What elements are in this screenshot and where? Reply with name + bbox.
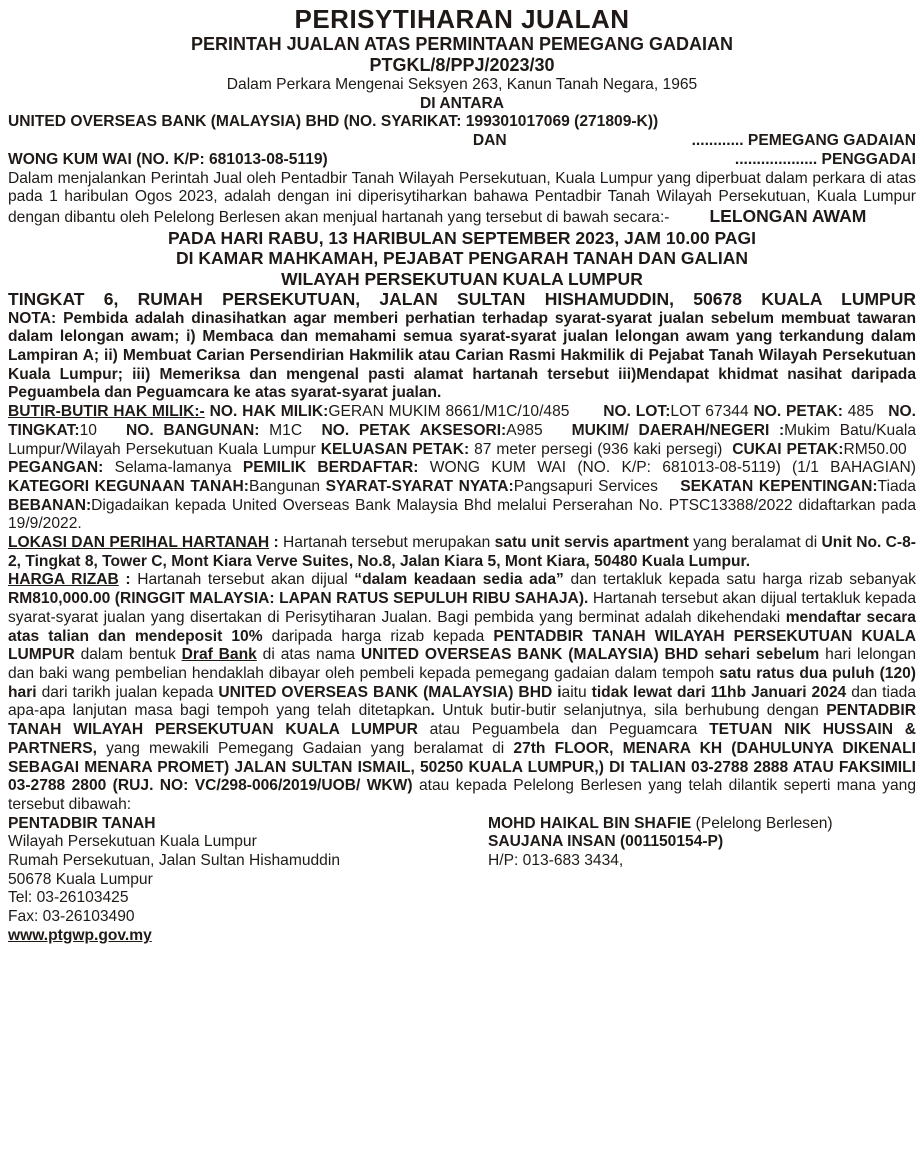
auctioneer-role: (Pelelong Berlesen) [691, 814, 833, 832]
intro-paragraph: Dalam menjalankan Perintah Jual oleh Pentadbir Tanah Wilayah Persekutuan, Kuala Lumpur yang diperbuat dalam perkara di atas pada 1 haribulan Ogos 2023, adalah dengan ini diperisytiharkan bahawa Pentadbir Tanah Wilayah Persekutuan, Kuala Lumpur dengan dibantu oleh Pelelong Berlesen akan menjual hartanah yang tersebut di bawah secara:- LELONGAN AWAM [8, 169, 916, 226]
between-label: DI ANTARA [419, 94, 505, 112]
reference-number: PTGKL/8/PPJ/2023/30 [369, 55, 555, 75]
matter-line: Dalam Perkara Mengenai Seksyen 263, Kanun Tanah Negara, 1965 [226, 76, 698, 93]
chargor-role: ................... PENGGADAI [734, 150, 916, 168]
chargee-row [8, 132, 916, 151]
contact-footer [8, 815, 916, 946]
auctioneer-contact [488, 815, 916, 946]
property-location: LOKASI DAN PERIHAL HARTANAH : Hartanah tersebut merupakan satu unit servis apartment yang beralamat di Unit No. C-8-2, Tingkat 8, Tower C, Mont Kiara Verve Suites, No.8, Jalan Kiara 5, Mont Kiara, 50480 Kuala Lumpur. [8, 534, 916, 570]
land-administrator-name: PENTADBIR TANAH [8, 814, 156, 832]
fax: Fax: 03-26103490 [8, 908, 135, 926]
chargee-role: ............ PEMEGANG GADAIAN [691, 132, 916, 150]
notice-title: PERISYTIHARAN JUALAN [294, 4, 630, 34]
chargor-row [8, 151, 916, 170]
auctioneer-phone: H/P: 013-683 3434, [488, 852, 624, 870]
auction-type: LELONGAN AWAM [709, 205, 867, 226]
notice [8, 4, 916, 946]
auctioneer-company: SAUJANA INSAN (001150154-P) [488, 833, 724, 851]
bidder-note: NOTA: Pembida adalah dinasihatkan agar memberi perhatian terhadap syarat-syarat jualan sebelum membuat tawaran dalam lelongan awam; i) Membaca dan memahami semua syarat-syarat jualan lelongan awam yang terkandung dalam Lampiran A; ii) Membuat Carian Persendirian Hakmilik atau Carian Rasmi Hakmilik di Pejabat Tanah Wilayah Persekutuan Kuala Lumpur; iii) Memeriksa dan mengenal pasti alamat hartanah tersebut iii)Mendapat khidmat nasihat daripada Peguambela dan Peguamcara ke atas syarat-syarat jualan. [8, 309, 916, 402]
notice-subtitle: PERINTAH JUALAN ATAS PERMINTAAN PEMEGANG GADAIAN [190, 34, 733, 54]
address-line: 50678 Kuala Lumpur [8, 870, 153, 888]
chargor-name: WONG KUM WAI (NO. K/P: 681013-08-5119) [8, 150, 328, 168]
auctioneer-name: MOHD HAIKAL BIN SHAFIE [488, 814, 692, 832]
website-link[interactable]: www.ptgwp.gov.my [8, 926, 152, 944]
address-line: Rumah Persekutuan, Jalan Sultan Hishamuddin [8, 852, 340, 870]
auctioneer-name-line [488, 815, 916, 834]
address-line: Wilayah Persekutuan Kuala Lumpur [8, 833, 257, 851]
auction-venue-region: WILAYAH PERSEKUTUAN KUALA LUMPUR [281, 268, 643, 289]
and-label: DAN [472, 132, 507, 150]
reserve-price: HARGA RIZAB : Hartanah tersebut akan dijual “dalam keadaan sedia ada” dan tertakluk kepada satu harga rizab sebanyak RM810,000.00 (RINGGIT MALAYSIA: LAPAN RATUS SEPULUH RIBU SAHAJA). Hartanah tersebut akan dijual tertakluk kepada syarat-syarat jualan yang disertakan di Perisytiharan Jualan. Bagi pembida yang berminat adalah dikehendaki mendaftar secara atas talian dan mendeposit 10% daripada harga rizab kepada PENTADBIR TANAH WILAYAH PERSEKUTUAN KUALA LUMPUR dalam bentuk Draf Bank di atas nama UNITED OVERSEAS BANK (MALAYSIA) BHD sehari sebelum hari lelongan dan baki wang pembelian hendaklah dibayar oleh pembeli kepada pemegang gadaian dalam tempoh satu ratus dua puluh (120) hari dari tarikh jualan kepada UNITED OVERSEAS BANK (MALAYSIA) BHD iaitu tidak lewat dari 11hb Januari 2024 dan tiada apa-apa lanjutan masa bagi tempoh yang telah ditetapkan. Untuk butir-butir selanjutnya, sila berhubung dengan PENTADBIR TANAH WILAYAH PERSEKUTUAN KUALA LUMPUR atau Peguambela dan Peguamcara TETUAN NIK HUSSAIN & PARTNERS, yang mewakili Pemegang Gadaian yang beralamat di 27th FLOOR, MENARA KH (DAHULUNYA DIKENALI SEBAGAI MENARA PROMET) JALAN SULTAN ISMAIL, 50250 KUALA LUMPUR,) DI TALIAN 03-2788 2888 ATAU FAKSIMILI 03-2788 2800 (RUJ. NO: VC/298-006/2019/UOB/ WKW) atau kepada Pelelong Berlesen yang telah dilantik seperti mana yang tersebut dibawah: [8, 571, 917, 813]
auction-address: TINGKAT 6, RUMAH PERSEKUTUAN, JALAN SULTAN HISHAMUDDIN, 50678 KUALA LUMPUR [8, 289, 916, 310]
title-details: BUTIR-BUTIR HAK MILIK:- NO. HAK MILIK:GERAN MUKIM 8661/M1C/10/485 NO. LOT:LOT 67344 NO. PETAK: 485 NO. TINGKAT:10 NO. BANGUNAN: M1C NO. PETAK AKSESORI:A985 MUKIM/ DAERAH/NEGERI :Mukim Batu/Kuala Lumpur/Wilayah Persekutuan Kuala Lumpur KELUASAN PETAK: 87 meter persegi (936 kaki persegi) CUKAI PETAK:RM50.00 PEGANGAN: Selama-lamanya PEMILIK BERDAFTAR: WONG KUM WAI (NO. K/P: 681013-08-5119) (1/1 BAHAGIAN) KATEGORI KEGUNAAN TANAH:Bangunan SYARAT-SYARAT NYATA:Pangsapuri Services SEKATAN KEPENTINGAN:Tiada BEBANAN:Digadaikan kepada United Overseas Bank Malaysia Bhd melalui Perserahan No. PTSC13388/2022 didaftarkan pada 19/9/2022. [8, 403, 917, 533]
telephone: Tel: 03-26103425 [8, 889, 129, 907]
auction-venue: DI KAMAR MAHKAMAH, PEJABAT PENGARAH TANAH DAN GALIAN [176, 248, 748, 269]
land-administrator-contact [8, 815, 488, 946]
auction-date: PADA HARI RABU, 13 HARIBULAN SEPTEMBER 2023, JAM 10.00 PAGI [168, 227, 756, 248]
chargee-name: UNITED OVERSEAS BANK (MALAYSIA) BHD (NO. SYARIKAT: 199301017069 (271809-K)) [8, 113, 659, 131]
